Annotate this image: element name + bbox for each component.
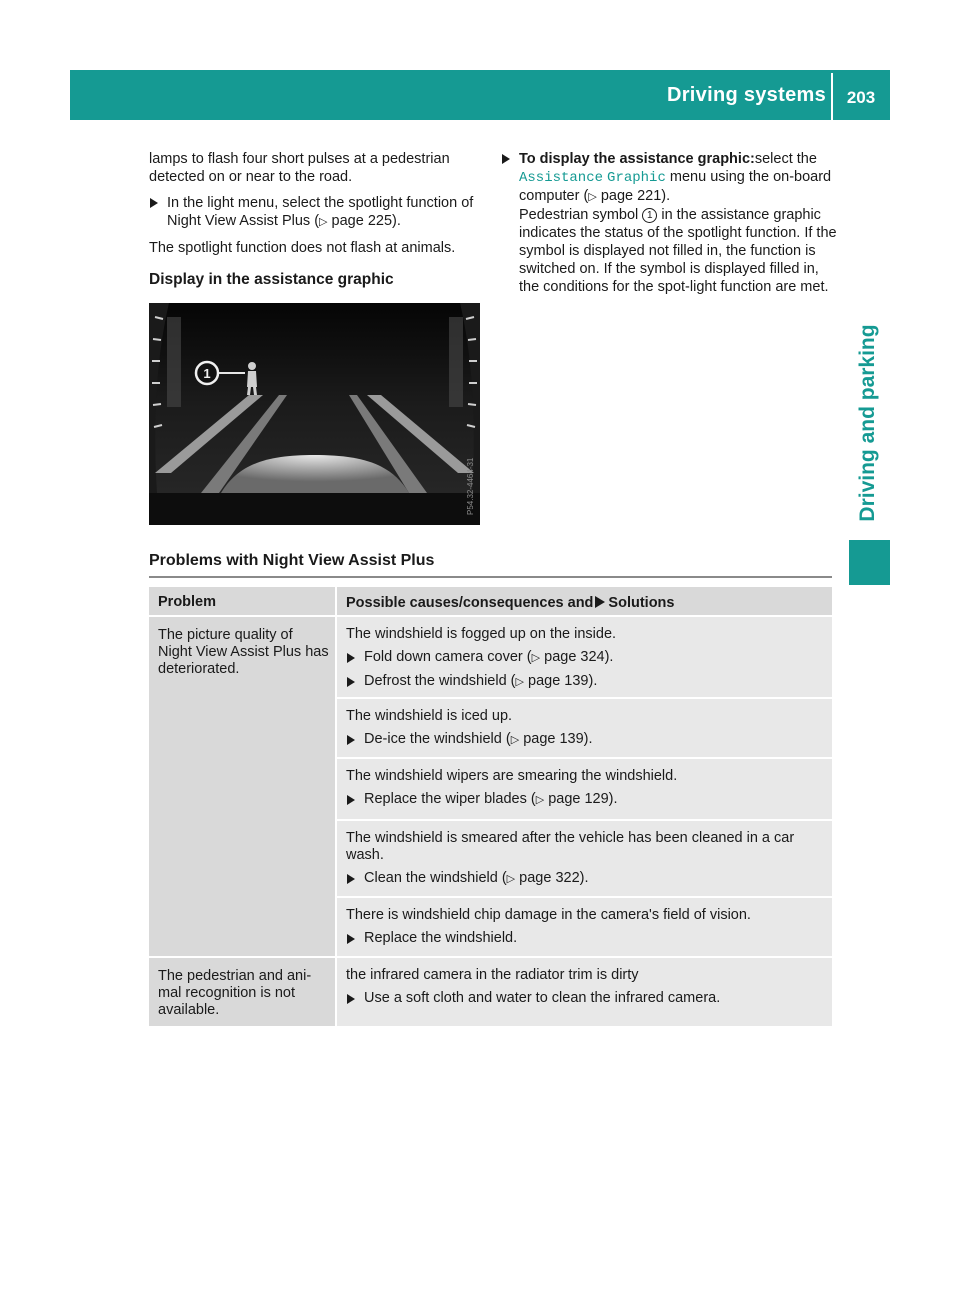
- step-text: Replace the windshield.: [364, 930, 518, 946]
- page-ref-link[interactable]: page 221).: [600, 188, 671, 204]
- col-header-solutions-label: Solutions: [608, 595, 675, 611]
- table-row: [149, 958, 832, 1026]
- problem-cell: The pedestrian and ani-mal recognition is not available.: [149, 958, 335, 1026]
- step-arrow-icon: [502, 154, 510, 164]
- cause-text: There is windshield chip damage in the camera's field of vision.: [346, 907, 751, 923]
- menu-name-assistance: Assistance: [519, 170, 604, 186]
- problems-heading: Problems with Night View Assist Plus: [149, 552, 832, 578]
- page-ref-link[interactable]: page 139).: [523, 731, 593, 747]
- problem-cell: The picture quality of Night View Assist Plus has deteriorated.: [149, 617, 335, 956]
- page-ref-icon: ▷: [506, 873, 516, 885]
- page-ref-icon: ▷: [531, 652, 541, 664]
- solutions-arrow-icon: [595, 596, 605, 608]
- step-arrow-icon: [347, 874, 355, 884]
- header-title: Driving systems: [666, 84, 826, 106]
- step-bold-label: To display the assistance graphic:: [519, 151, 755, 167]
- solution-step: [346, 870, 826, 888]
- side-tab-label: Driving and parking: [856, 324, 879, 522]
- col-header-causes: [335, 587, 832, 615]
- cause-cell: [335, 699, 832, 757]
- assistance-graphic-image: [149, 303, 480, 525]
- page-ref-link[interactable]: page 139).: [528, 673, 598, 689]
- step-text-pre: select the: [754, 151, 817, 167]
- solution-step: [346, 930, 826, 947]
- page-ref-link[interactable]: page 322).: [519, 870, 589, 886]
- right-column: [501, 150, 837, 304]
- intro-text: lamps to flash four short pulses at a pedestrian detected on or near to the road.: [149, 151, 450, 185]
- graphic-code: P54.32-4464-31: [466, 457, 475, 515]
- section-heading: Display in the assistance graphic: [149, 271, 394, 288]
- step-text: Defrost the windshield (: [364, 673, 516, 689]
- cause-text: The windshield is smeared after the vehicle has been cleaned in a car wash.: [346, 830, 795, 863]
- table-header: [149, 587, 832, 615]
- cause-cell: [335, 821, 832, 896]
- page-ref-icon: ▷: [535, 794, 545, 806]
- step-arrow-icon: [347, 795, 355, 805]
- cause-cell: [335, 617, 832, 697]
- step-text-post: menu using the on-board computer (: [519, 169, 832, 204]
- step-arrow-icon: [150, 198, 158, 208]
- page-ref-icon: ▷: [319, 216, 328, 228]
- desc-text-post: in the assistance graphic indicates the status of the spotlight function. If the symbol is displayed not filled in, the function is switched on. If the symbol is displayed filled in, the conditions for the spot-light function are met.: [519, 207, 837, 295]
- col-header-causes-label: Possible causes/consequences and: [346, 595, 594, 611]
- header-divider: [831, 73, 833, 120]
- page-number: 203: [846, 88, 876, 107]
- cause-cell: [335, 898, 832, 956]
- col-header-problem: Problem: [158, 594, 217, 610]
- solution-step: [346, 673, 826, 691]
- step-text: Replace the wiper blades (: [364, 791, 536, 807]
- solution-step: [346, 649, 826, 667]
- problems-table: [149, 587, 832, 1026]
- page-ref-link[interactable]: page 129).: [548, 791, 618, 807]
- solution-step: [346, 731, 826, 749]
- step-text: Use a soft cloth and water to clean the infrared camera.: [364, 990, 721, 1006]
- left-column: [149, 150, 482, 289]
- cause-text: the infrared camera in the radiator trim is dirty: [346, 967, 639, 983]
- menu-name-graphic: Graphic: [607, 170, 666, 186]
- page-ref-icon: ▷: [510, 734, 520, 746]
- step-arrow-icon: [347, 653, 355, 663]
- callout-number-icon: 1: [642, 208, 657, 223]
- solution-step: [346, 791, 826, 809]
- graphic-callout: 1: [203, 366, 211, 381]
- page-ref-link[interactable]: page 225).: [331, 213, 401, 229]
- instruction-step: [501, 150, 837, 296]
- table-row: [149, 617, 832, 956]
- page-ref-icon: ▷: [588, 191, 597, 203]
- step-text: De-ice the windshield (: [364, 731, 511, 747]
- cause-cell: [335, 958, 832, 1026]
- cause-text: The windshield is fogged up on the inside.: [346, 626, 617, 642]
- step-arrow-icon: [347, 994, 355, 1004]
- cause-text: The windshield wipers are smearing the windshield.: [346, 768, 678, 784]
- cause-text: The windshield is iced up.: [346, 708, 513, 724]
- solution-step: [346, 990, 826, 1007]
- step-text: Clean the windshield (: [364, 870, 507, 886]
- step-text: In the light menu, select the spotlight function of Night View Assist Plus (: [167, 195, 474, 229]
- desc-text-pre: Pedestrian symbol: [519, 207, 643, 223]
- note-text: The spotlight function does not flash at animals.: [149, 240, 456, 256]
- page-ref-link[interactable]: page 324).: [544, 649, 614, 665]
- step-text: Fold down camera cover (: [364, 649, 532, 665]
- step-arrow-icon: [347, 735, 355, 745]
- side-tab: [842, 312, 894, 534]
- cause-cell: [335, 759, 832, 819]
- step-arrow-icon: [347, 934, 355, 944]
- page-ref-icon: ▷: [515, 676, 524, 688]
- instruction-step: [149, 194, 482, 231]
- side-tab-marker: [849, 540, 890, 585]
- step-arrow-icon: [347, 677, 355, 687]
